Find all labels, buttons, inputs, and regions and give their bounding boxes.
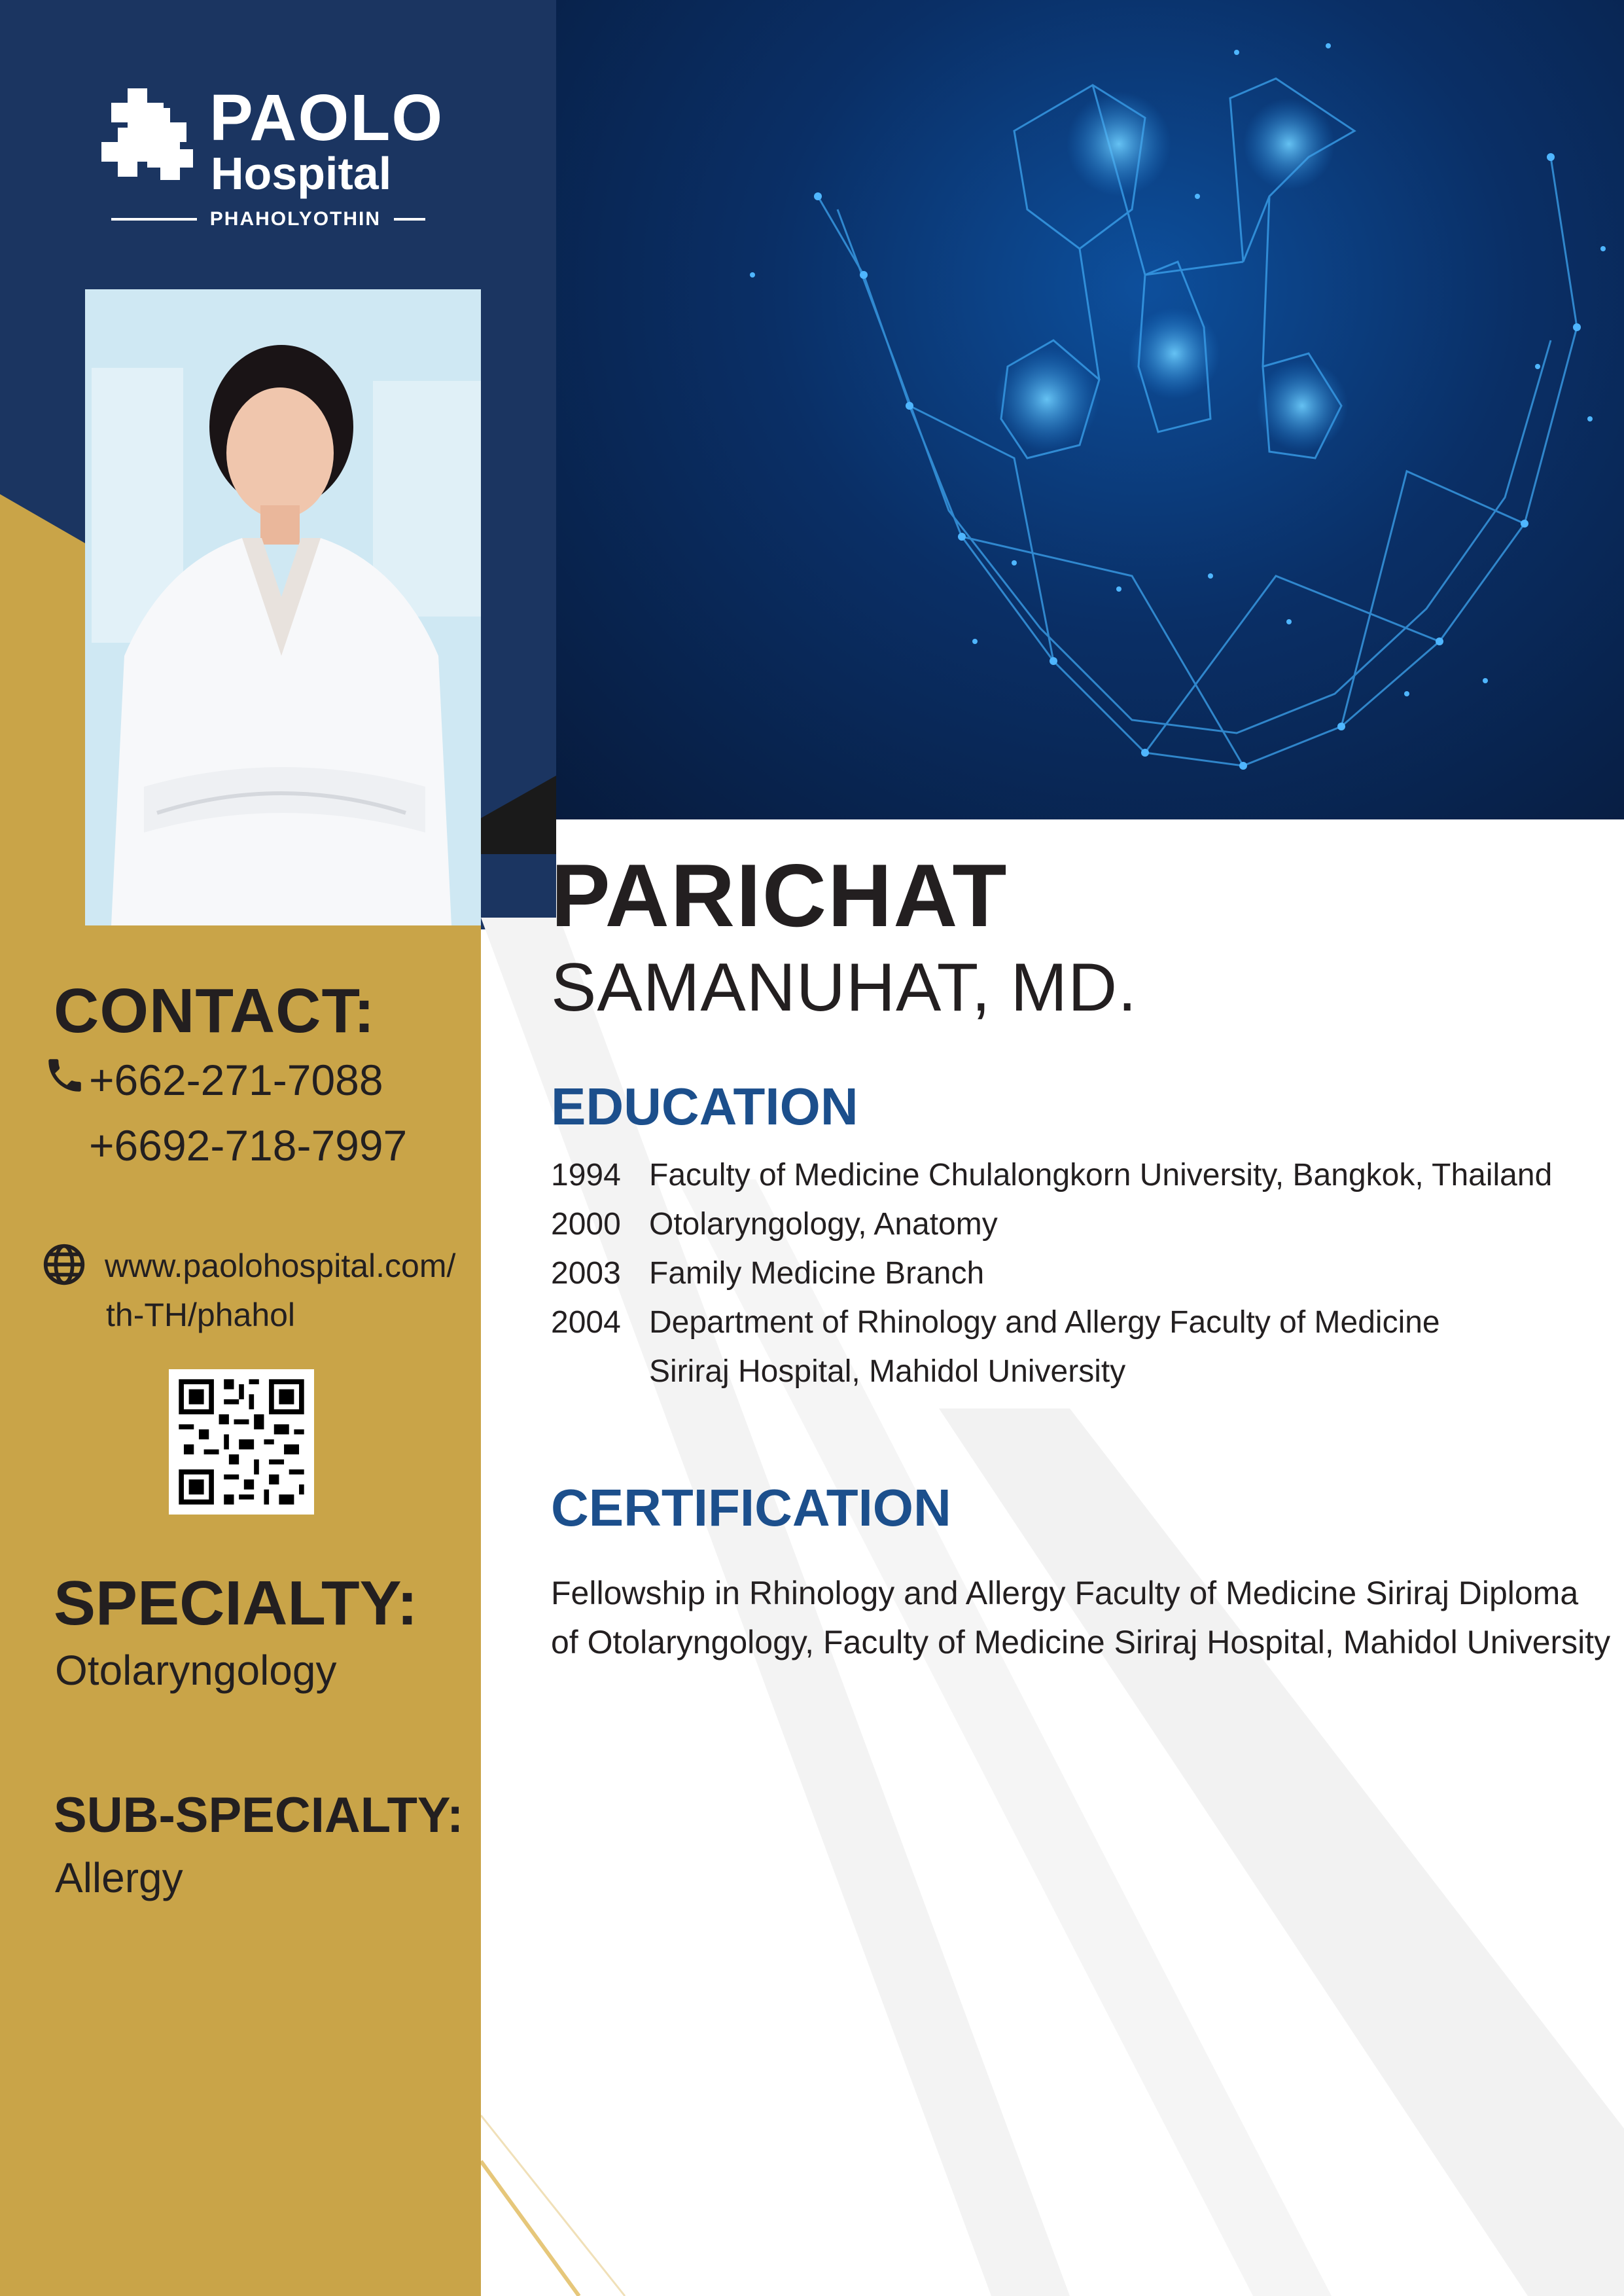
logo-branch-text: PHAHOLYOTHIN — [209, 208, 381, 230]
doctor-photo — [85, 289, 481, 925]
education-year — [551, 1354, 649, 1390]
logo-divider — [394, 218, 425, 221]
education-item — [551, 1304, 1440, 1340]
certification-heading: CERTIFICATION — [551, 1479, 951, 1537]
specialty-heading: SPECIALTY: — [54, 1568, 418, 1638]
education-heading: EDUCATION — [551, 1077, 858, 1136]
sinus-wireframe-graphic — [556, 0, 1624, 819]
stripe-graphic — [481, 819, 1624, 2296]
website-link-line-2[interactable]: th-TH/phahol — [106, 1297, 296, 1333]
hero-sinus-illustration — [556, 0, 1624, 819]
logo-subtitle: Hospital — [211, 148, 392, 199]
qr-code-graphic — [169, 1369, 314, 1515]
education-item — [551, 1157, 1552, 1193]
education-year: 2000 — [551, 1207, 621, 1242]
education-text: Family Medicine Branch — [649, 1256, 985, 1291]
doctor-first-name: PARICHAT — [551, 846, 1008, 945]
doctor-last-name: SAMANUHAT, MD. — [551, 950, 1138, 1026]
sub-specialty-heading: SUB-SPECIALTY: — [54, 1787, 464, 1843]
education-item — [551, 1354, 1125, 1390]
phone-icon — [43, 1054, 86, 1097]
education-year: 2003 — [551, 1256, 621, 1291]
website-link-line-1[interactable]: www.paolohospital.com/ — [105, 1247, 456, 1284]
contact-heading: CONTACT: — [54, 976, 376, 1046]
logo-divider — [111, 218, 197, 221]
certification-text-line-2: of Otolaryngology, Faculty of Medicine Siriraj Hospital, Mahidol University — [551, 1624, 1611, 1660]
education-text: Faculty of Medicine Chulalongkorn University, Bangkok, Thailand — [649, 1158, 1553, 1193]
doctor-portrait-graphic — [85, 289, 481, 925]
education-year: 1994 — [551, 1158, 621, 1193]
sub-specialty-value: Allergy — [55, 1854, 183, 1901]
education-item — [551, 1255, 984, 1291]
logo-name: PAOLO — [209, 81, 444, 154]
specialty-value: Otolaryngology — [55, 1647, 337, 1694]
education-item — [551, 1206, 998, 1242]
education-text: Siriraj Hospital, Mahidol University — [649, 1354, 1126, 1389]
education-text: Otolaryngology, Anatomy — [649, 1207, 998, 1242]
education-text: Department of Rhinology and Allergy Faculty of Medicine — [649, 1305, 1440, 1340]
education-year: 2004 — [551, 1305, 621, 1340]
decorative-stripes — [481, 819, 1624, 2296]
hospital-logo — [98, 81, 444, 239]
phone-number-primary[interactable]: +662-271-7088 — [89, 1056, 383, 1104]
qr-code — [169, 1369, 314, 1515]
phone-number-secondary[interactable]: +6692-718-7997 — [89, 1121, 408, 1170]
hospital-cross-logo — [98, 88, 200, 193]
logo-branch — [98, 206, 438, 232]
certification-text-line-1: Fellowship in Rhinology and Allergy Faculty of Medicine Siriraj Diploma — [551, 1575, 1579, 1611]
globe-icon — [42, 1242, 86, 1287]
